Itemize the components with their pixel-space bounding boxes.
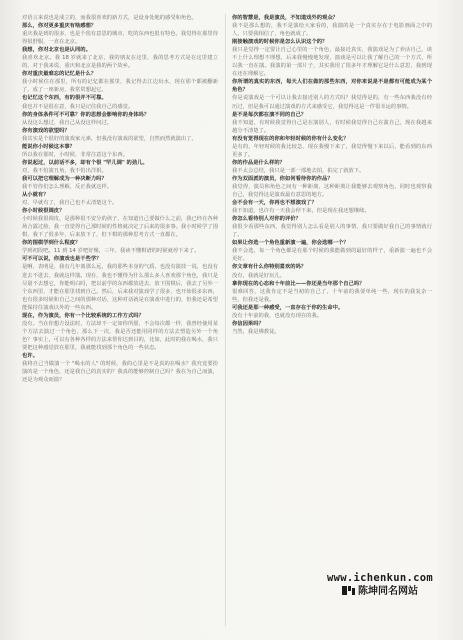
interview-question: 你所谓的真实的东西，每天人们在做的那些东西，对你来说是不是都有可能成为某个角色？ (232, 79, 432, 94)
interview-question: 你说起过，以前话不多，却有个很 "罕儿调" 的劲儿。 (22, 159, 148, 166)
interview-question: 你信因果吗？ (232, 320, 264, 327)
interview-answer: 所以我在那时，小时候，非常注意这个东西。 (22, 151, 128, 158)
interview-answer: 当然，我是佛教徒。 (232, 328, 280, 335)
interview-answer: 我不管你们怎么理解，反正我就这样。 (22, 183, 113, 190)
interview-answer: 我很少看那些东西，我觉得别人怎么看是别人的事情，我只要做好我自己的事情就行了。 (232, 224, 432, 239)
interview-question: 你的围棋学到什么程度？ (22, 240, 81, 247)
interview-question: 我可以把它理解成为一种决断力吗？ (22, 175, 107, 182)
watermark-url: www.ichenkun.com (327, 572, 433, 584)
interview-answer: 我其实是个很好的演戏家元素，但我没有演戏的欲望，自然而然就演出了。 (22, 135, 197, 142)
interview-answer: 重庆我是到的很多，也是个很有意思的城市，吃的东西也很有特色，我觉得在那里待得很舒服，一直在北京。 (22, 31, 218, 46)
interview-answer: 我小时候住在那里，所有的记忆都在那里，我记得去江边玩水，现在那个都被翻新了，成了一座新房，我常常想起它。 (22, 79, 218, 94)
interview-question: 也许。 (22, 352, 38, 359)
interview-question: 你文章有什么你特别喜欢的吗？ (232, 264, 307, 271)
interview-question: 现在，作为演员，你有一个比较系统的工作方式吗？ (22, 312, 144, 319)
interview-answer: 对语言来说也是成立的，而我很喜欢的新方式，是设身处地的感受和角色。 (22, 15, 197, 21)
watermark-site-name (302, 585, 458, 598)
interview-question: 你怎么看待别人对你的评价？ (232, 216, 301, 223)
interview-question: 你的身体条件可不可靠？你的思想会影响你的身体吗？ (22, 111, 150, 118)
interview-question: 也记忆这个东西，有的很并不可靠。 (22, 95, 107, 102)
interview-question: 你的智慧是，我是演员，不知道戏外的观众？ (232, 15, 338, 21)
interview-answer: 是有的，年轻时候的我比较急，现在我慢下来了，我觉得慢下来以后，能看到的东西更多了。 (232, 143, 432, 158)
interview-question: 你小时候很调皮？ (22, 208, 65, 215)
interview-question: 作为双面派的演员，你如何看待你的作品？ (232, 175, 333, 182)
interview-answer: 我喜欢北京。我 18 岁就来了北京，我的朋友在这里，我的思考方式是在这里建立的，对于我来说，重庆和北京是我的两个故乡。 (22, 55, 218, 70)
interview-question: 从小就有？ (22, 192, 49, 199)
interview-answer: 你是说演戏是一个可以让我去接近别人的方式吗？我觉得是的，有一些东西我没有经历过，但是我可以通过演戏的方式来感受它，我觉得这是一件很幸运的事情。 (232, 95, 432, 110)
interview-answer: 从没这么想过，我自己从没这样问过。 (22, 119, 113, 126)
interview-question: 我想，你对北京也是认同的。 (22, 47, 91, 54)
interview-answer: 我不太会总结，我只是一部一部地去拍，拍完了就放下。 (232, 167, 365, 174)
interview-answer: 我只是觉得一定要让自己心里的一个角色，最接近真实，我演戏是为了养活自己，谈不上什么理想不理想，后来我慢慢地发现，演戏是可以让我了解自己的一个方式，所以我一直在演。我演的第一部片子，其实我用了很多年才理解它是什么意思，我到现在还在理解它。 (232, 47, 432, 78)
interview-answer: 我不是那么想的，我不是演给大家看的，我演的是一个真实存在于电影画面之中的人，只要我相信了，角色就成了。 (232, 23, 432, 38)
left-text-column (22, 14, 218, 630)
interview-question: 有没有觉得现在的你和年轻时候的你有什么变化？ (232, 135, 349, 142)
interview-answer: 没有。当在你想方设法时，方法却不一定如你所愿，不会每次都一样，我曾经使用某个方法去演过一个角色，那么下一次，我是否还能用同样的方法去塑造另外一个角色？事实上，可以有各种各样的方法来帮你达到目的，比如，此时的我在喝水，我只要把这种感觉放在那里，我就能找到那个角色的一些状态。 (22, 320, 218, 351)
interview-question: 刚接触演戏的时候你是怎么认识这个的？ (232, 39, 328, 46)
interview-answer: 我觉得，演员和角色之间有一种距离，这种距离让我能够去观察角色，同时也观察我自己，我觉得这是演戏最有意思的地方。 (232, 183, 432, 199)
interview-answer: 没有十年前的我，也就没有现在的我。 (232, 312, 323, 319)
site-watermark (302, 572, 458, 598)
interview-question: 如果让你选一个角色重新演一遍，你会选哪一个？ (232, 240, 349, 247)
interview-answer: 对，早就有了，我自己也不太清楚这个。 (22, 200, 118, 207)
watermark-name-text: 陈坤同名网站 (358, 586, 418, 597)
interview-answer: 很难回答，这我肯定不是当初的自己了，十年前的我要单纯一些，现在的我复杂一些，但我还是我。 (232, 288, 432, 303)
interview-answer: 学到初段吧。11 到 14 岁吧好像，三年，我读不懂棋谱的时候就停下来了。 (22, 248, 200, 255)
interview-answer: 我不知道，也许有一天我会停下来，但是现在我还想继续。 (232, 208, 370, 215)
interview-question: 拿你现在的心态和十年前比——你还是当年那个自己吗？ (232, 280, 365, 287)
interview-answer: 对，我不怕演丑角，我不怕出洋相。 (22, 167, 107, 174)
interview-answer: 我也并不是很在意，我只是记住我自己的感觉。 (22, 103, 134, 110)
right-text-column (232, 14, 432, 534)
column-divider (225, 14, 226, 626)
interview-question: 你对重庆最难忘的记忆是什么？ (22, 71, 97, 78)
site-logo-icon (342, 586, 355, 595)
interview-answer: 是啊，表明是，我有几年离那么远，我的那些本身的气质，也没有演技一说，也没有进去不进去，我就这样演。现在，我也不懂得为什么那么多人喜欢那个角色，我只是尽量不去想它，你能明白吗，把以前学的东西都放进去，放下围棋后，我去了另外一个东西里，才能在那里找到自己。然后，后来我对演戏学了很多，也开始很多东西，也有很多时候和自己之间的那种对话，这种对话就是在演戏中进行的，但我还是希望能保持住演戏以外的一些东西。 (22, 264, 218, 311)
interview-question: 那么，你对更多重庆有啥感想？ (22, 23, 97, 30)
interview-answer: 小时候我很调皮，是那种很不安分的孩子，在知道自己要做什么之前，我已经在各种场合露过脸，我一直觉得自己那时候的性格就决定了后来的很多事。我小时候学了围棋，我下了很多年，后来放下了，但下棋的那种思考方式一直都在。 (22, 216, 218, 239)
interview-answer: 我将自己当做演一个 "喝水的人" 的时候，我的心里是不是真的在喝水？我究竟要扮演的是一个角色，还是我自己的真实的？我真的能够控制自己吗？我在为自己而演，还是为观众而演？ (22, 361, 218, 384)
interview-answer: 没有，我就是好玩儿。 (232, 272, 285, 279)
interview-answer: 我不知道，有时候我觉得自己是在演别人，有时候我觉得自己在演自己，现在我越来越分不清楚了。 (232, 119, 432, 134)
interview-question: 是不是每次都在演不同的自己？ (232, 111, 307, 118)
interview-answer: 我不会选，每一个角色都是在那个时候的我能做到的最好的样子，重新演一遍也不会更好。 (232, 248, 432, 263)
interview-question: 可不可以说，你演戏也是干些学？ (22, 256, 102, 263)
interview-question: 你有演戏的欲望吗？ (22, 127, 70, 134)
interview-question: 你的作品是什么样的？ (232, 159, 285, 166)
interview-question: 能说你小时候这本事？ (22, 143, 75, 150)
interview-question: 会不会有一天，你再也不想演戏了？ (232, 200, 317, 207)
interview-question: 可我还是那一种感受，一直存在于你的生命中。 (232, 304, 344, 311)
